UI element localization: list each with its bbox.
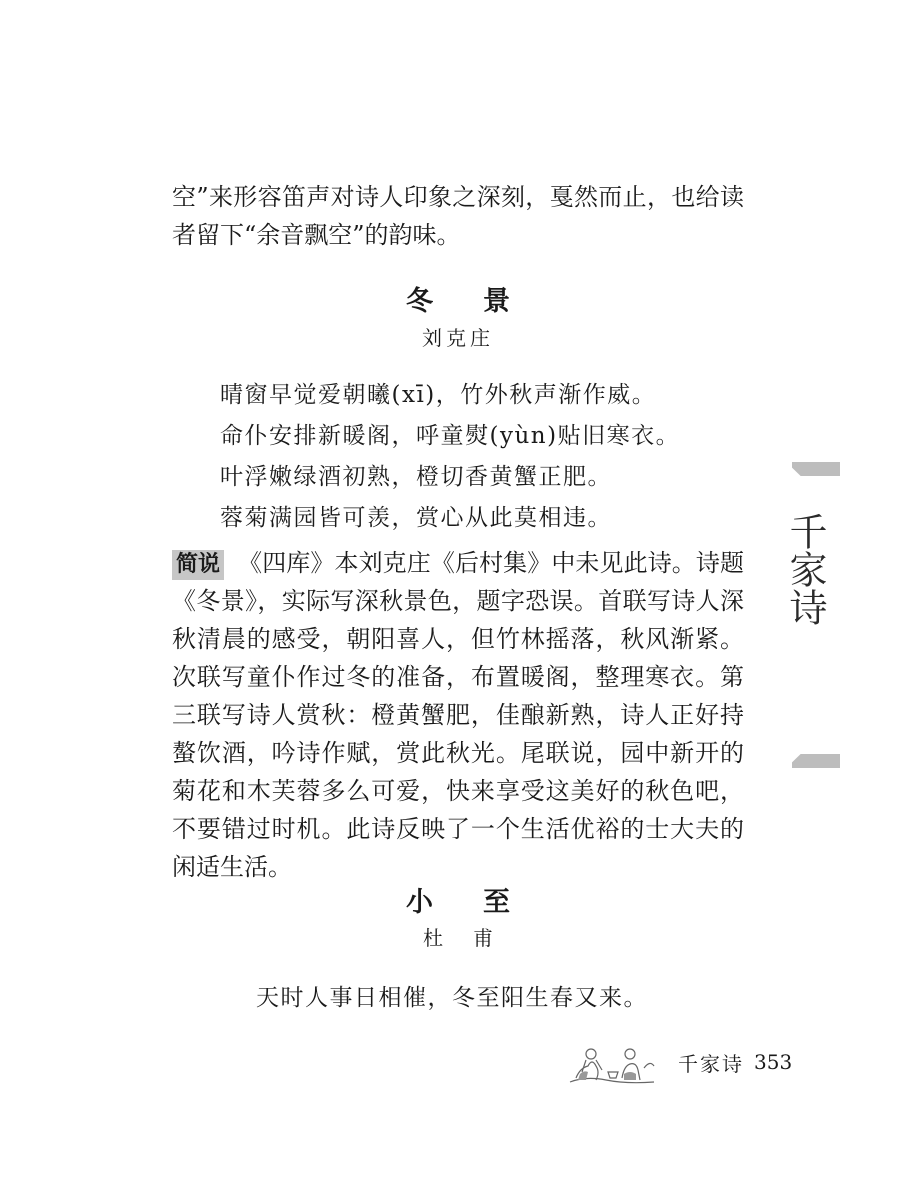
poem-line: 天时人事日相催，冬至阳生春又来。 bbox=[256, 985, 648, 1011]
commentary-paragraph bbox=[172, 544, 744, 886]
page-footer bbox=[566, 1038, 792, 1086]
poem-title-text: 小至 bbox=[406, 887, 560, 918]
poem-title bbox=[172, 279, 744, 318]
poem-author-text: 杜甫 bbox=[423, 926, 523, 950]
poem-author: 刘克庄 bbox=[422, 326, 494, 350]
side-tab-label: 千家诗 bbox=[783, 512, 827, 626]
poem-line: 叶浮嫩绿酒初熟，橙切香黄蟹正肥。 bbox=[220, 464, 612, 490]
poem-line: 命仆安排新暖阁，呼童熨(yùn)贴旧寒衣。 bbox=[220, 423, 681, 449]
bracket-bottom-icon bbox=[792, 754, 840, 768]
poem-lines bbox=[256, 978, 648, 1019]
bracket-top-icon bbox=[792, 462, 840, 476]
poem-author bbox=[172, 922, 744, 951]
scholars-illustration-icon bbox=[566, 1038, 658, 1086]
poem-lines bbox=[220, 375, 680, 539]
continuation-paragraph: 空”来形容笛声对诗人印象之深刻，戛然而止，也给读者留下“余音飘空”的韵味。 bbox=[172, 183, 744, 249]
poem-title bbox=[172, 880, 744, 919]
poem-title-text: 冬景 bbox=[406, 286, 560, 317]
commentary-tag: 简说 bbox=[172, 550, 224, 580]
section-side-tab bbox=[783, 462, 840, 768]
poem-line: 晴窗早觉爱朝曦(xī)，竹外秋声渐作威。 bbox=[220, 382, 657, 408]
poem-line: 蓉菊满园皆可羡，赏心从此莫相违。 bbox=[220, 505, 612, 531]
commentary-text: 《四库》本刘克庄《后村集》中未见此诗。诗题《冬景》，实际写深秋景色，题字恐误。首联写诗人深秋清晨的感受，朝阳喜人，但竹林摇落，秋风渐紧。次联写童仆作过冬的准备，布置暖阁，整理寒衣。第三联写诗人赏秋：橙黄蟹肥，佳酿新熟，诗人正好持螯饮酒，吟诗作赋，赏此秋光。尾联说，园中新开的菊花和木芙蓉多么可爱，快来享受这美好的秋色吧，不要错过时机。此诗反映了一个生活优裕的士大夫的闲适生活。 bbox=[172, 549, 744, 881]
page-number: 353 bbox=[754, 1050, 793, 1074]
footer-book-title: 千家诗 bbox=[678, 1051, 744, 1076]
